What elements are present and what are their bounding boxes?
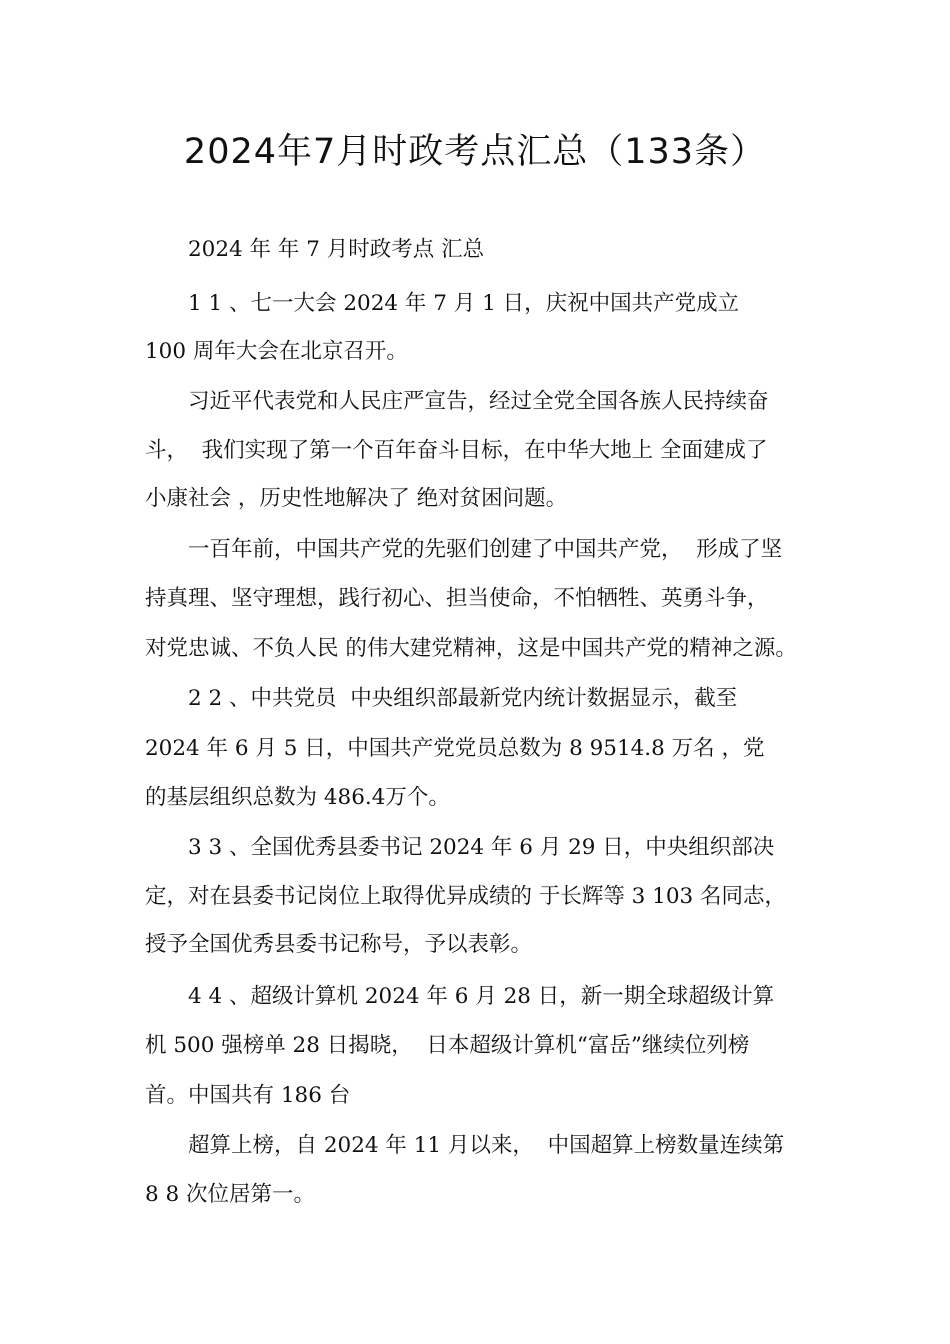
paragraph-line: 对党忠诚、不负人民 的伟大建党精神，这是中国共产党的精神之源。 (145, 636, 797, 661)
document-title: 2024年7月时政考点汇总（133条） (183, 132, 767, 172)
paragraph-line: 4 4 、超级计算机 2024 年 6 月 28 日，新一期全球超级计算 (188, 984, 775, 1009)
paragraph-line: 2024 年 6 月 5 日，中国共产党党员总数为 8 9514.8 万名 ，党 (145, 736, 765, 761)
paragraph-line: 一百年前，中国共产党的先驱们创建了中国共产党， 形成了坚 (188, 537, 783, 562)
paragraph-line: 2 2 、中共党员 中央组织部最新党内统计数据显示，截至 (188, 686, 738, 711)
paragraph-line: 100 周年大会在北京召开。 (145, 339, 408, 364)
paragraph-line: 8 8 次位居第一。 (145, 1182, 316, 1207)
paragraph-line: 首。中国共有 186 台 (145, 1083, 351, 1108)
paragraph-line: 1 1 、七一大会 2024 年 7 月 1 日，庆祝中国共产党成立 (188, 291, 740, 316)
section-heading: 2024 年 年 7 月时政考点 汇总 (188, 237, 485, 262)
paragraph-line: 持真理、坚守理想，践行初心、担当使命，不怕牺牲、英勇斗争， (145, 586, 769, 611)
paragraph-line: 定，对在县委书记岗位上取得优异成绩的 于长辉等 3 103 名同志， (145, 884, 787, 909)
paragraph-line: 斗， 我们实现了第一个百年奋斗目标，在中华大地上 全面建成了 (145, 438, 768, 463)
paragraph-line: 小康社会 ，历史性地解决了 绝对贫困问题。 (145, 486, 568, 511)
paragraph-line: 超算上榜，自 2024 年 11 月以来， 中国超算上榜数量连续第 (188, 1133, 785, 1158)
paragraph-line: 机 500 强榜单 28 日揭晓， 日本超级计算机“富岳”继续位列榜 (145, 1033, 750, 1058)
paragraph-line: 的基层组织总数为 486.4万个。 (145, 785, 450, 810)
paragraph-line: 授予全国优秀县委书记称号，予以表彰。 (145, 932, 533, 957)
paragraph-line: 习近平代表党和人民庄严宣告，经过全党全国各族人民持续奋 (188, 389, 769, 414)
paragraph-line: 3 3 、全国优秀县委书记 2024 年 6 月 29 日，中央组织部决 (188, 835, 775, 860)
